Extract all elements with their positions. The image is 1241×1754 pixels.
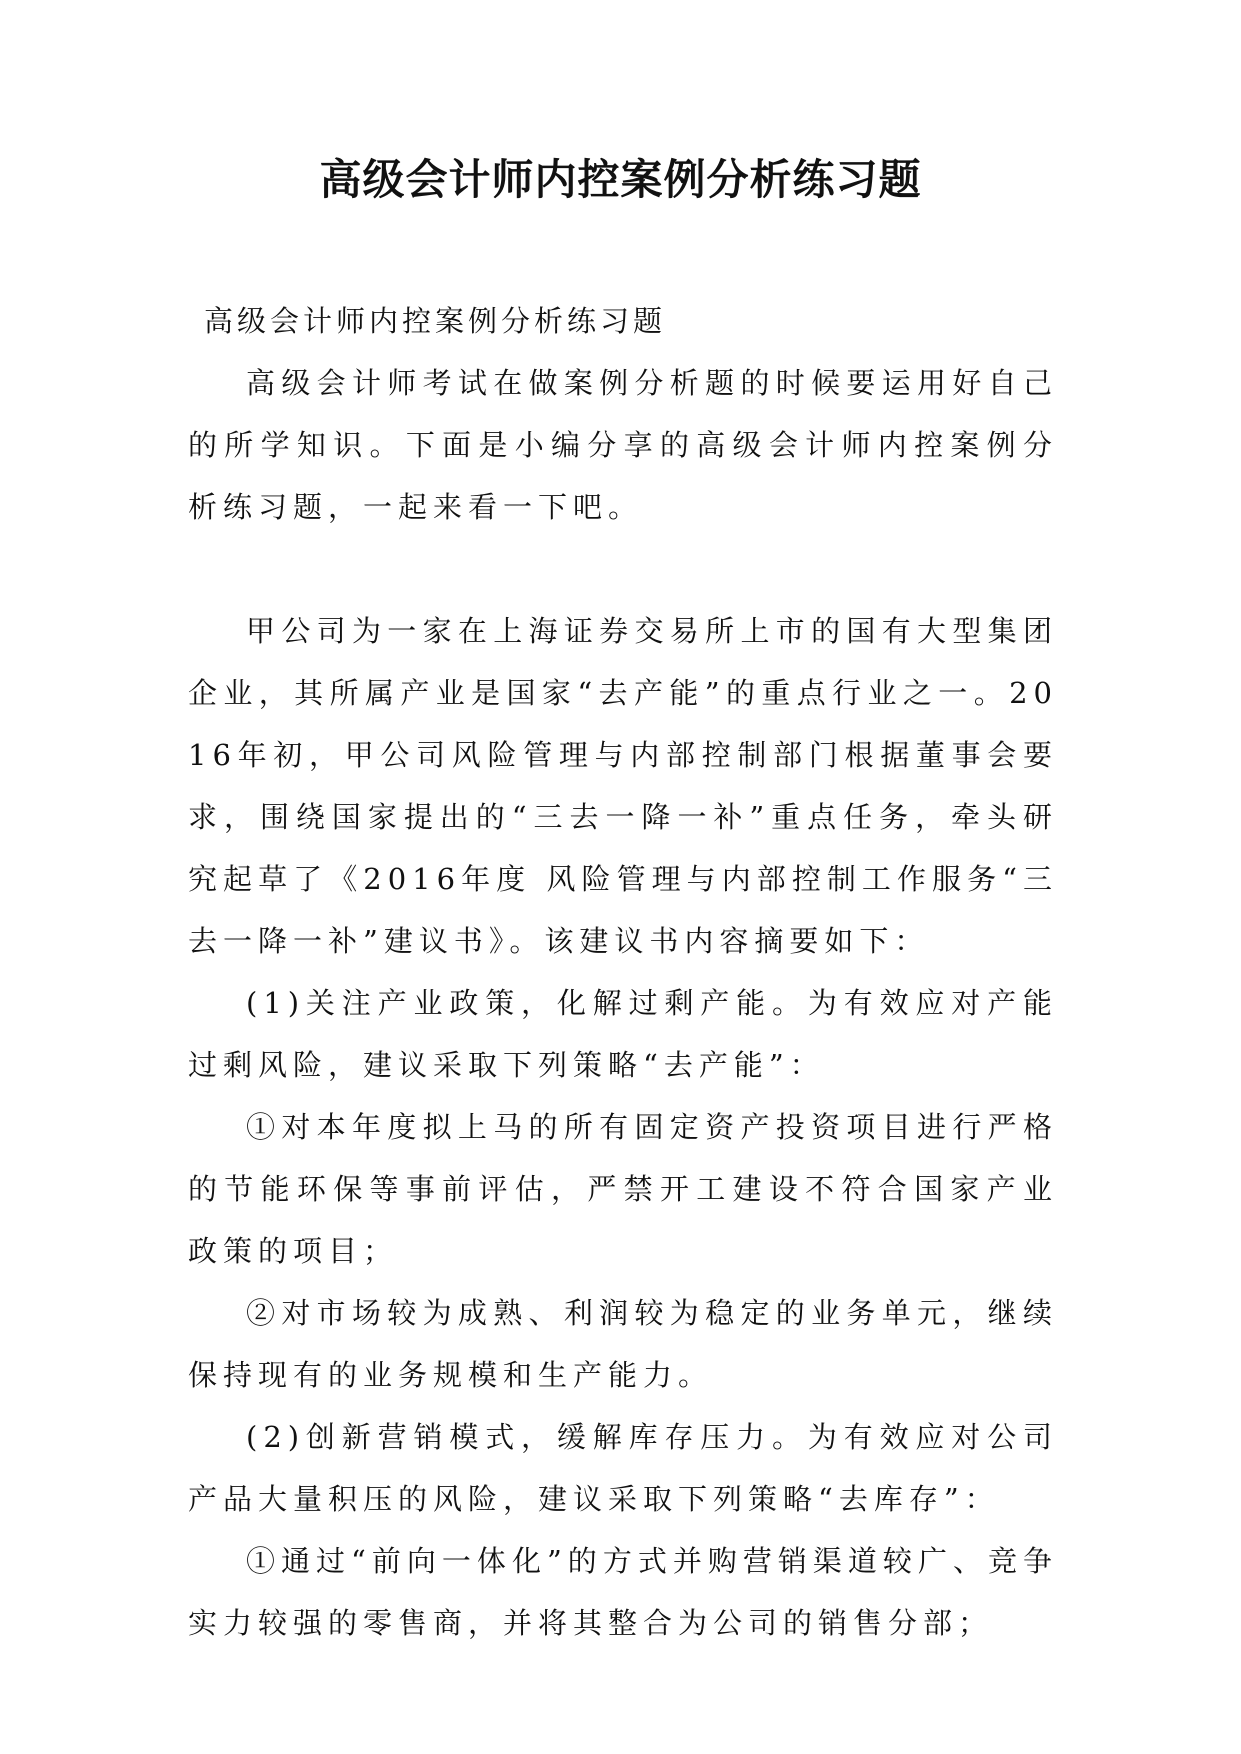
intro-paragraph: 高级会计师考试在做案例分析题的时候要运用好自己的所学知识。下面是小编分享的高级会计师内控案例分析练习题，一起来看一下吧。 bbox=[188, 366, 1058, 524]
paragraph-spacer bbox=[188, 538, 1058, 600]
point-2-item-1: ①通过“前向一体化”的方式并购营销渠道较广、竞争实力较强的零售商，并将其整合为公司的销售分部； bbox=[188, 1544, 1058, 1640]
point-1-paragraph: (1)关注产业政策，化解过剩产能。为有效应对产能过剩风险，建议采取下列策略“去产能”： bbox=[188, 986, 1058, 1082]
document-subtitle: 高级会计师内控案例分析练习题 bbox=[204, 304, 667, 338]
document-body bbox=[188, 290, 1058, 1654]
point-2-paragraph: (2)创新营销模式，缓解库存压力。为有效应对公司产品大量积压的风险，建议采取下列策略“去库存”： bbox=[188, 1420, 1058, 1516]
point-1-item-1: ①对本年度拟上马的所有固定资产投资项目进行严格的节能环保等事前评估，严禁开工建设不符合国家产业政策的项目； bbox=[188, 1110, 1058, 1268]
document-title: 高级会计师内控案例分析练习题 bbox=[319, 155, 922, 204]
case-paragraph: 甲公司为一家在上海证券交易所上市的国有大型集团企业，其所属产业是国家“去产能”的重点行业之一。2016年初，甲公司风险管理与内部控制部门根据董事会要求，围绕国家提出的“三去一降一补”重点任务，牵头研究起草了《2016年度 风险管理与内部控制工作服务“三去一降一补”建议书》。该建议书内容摘要如下： bbox=[188, 614, 1058, 958]
point-1-item-2: ②对市场较为成熟、利润较为稳定的业务单元，继续保持现有的业务规模和生产能力。 bbox=[188, 1296, 1058, 1392]
